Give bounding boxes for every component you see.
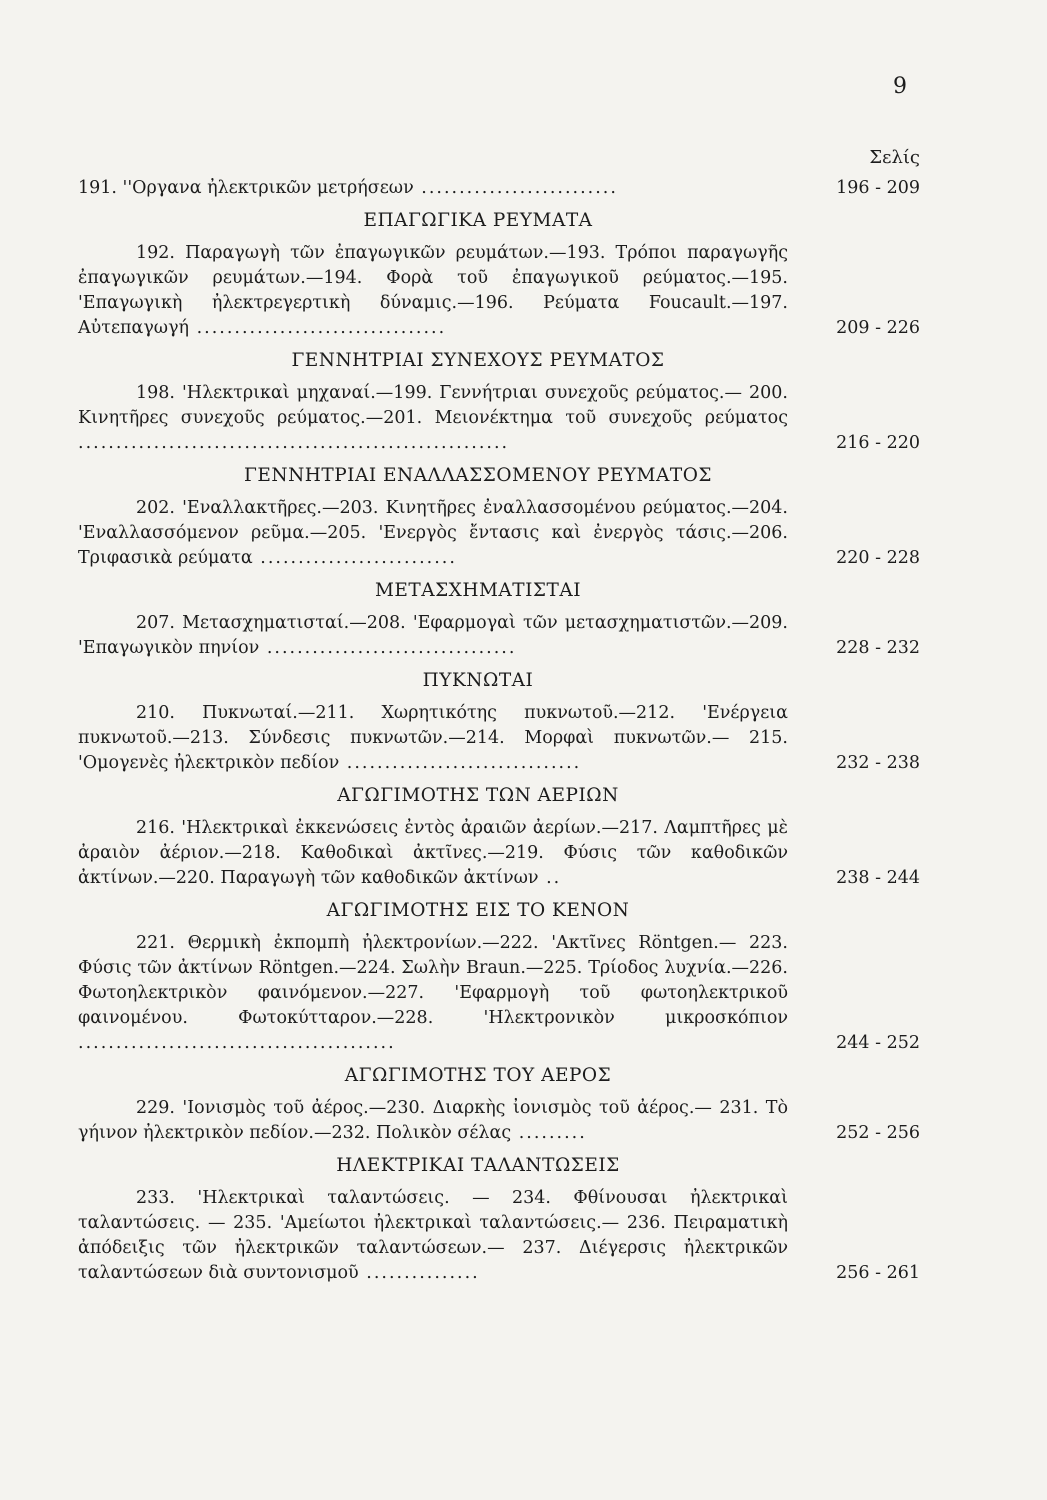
toc-entry-title: 198. 'Ηλεκτρικαὶ μηχαναί.—199. Γεννήτριαι συνεχοῦς ρεύματος.— 200. Κινητῆρες συνεχοῦς ρεύματος.—201. Μειονέκτημα τοῦ συνεχοῦς ρεύματος: [78, 383, 788, 428]
toc-entry-title: 216. 'Ηλεκτρικαὶ ἐκκενώσεις ἐντὸς ἀραιῶν ἀερίων.—217. Λαμπτῆρες μὲ ἀραιὸν ἀέριον.—218. Καθοδικαὶ ἀκτῖνες.—219. Φύσις τῶν καθοδικῶν ἀκτίνων.—220. Παραγωγὴ τῶν καθοδικῶν ἀκτίνων: [78, 818, 788, 888]
leader-dots: .........................................................: [78, 433, 510, 453]
toc-entry: [78, 816, 920, 891]
leader-dots: ..: [538, 868, 562, 888]
leader-dots: ..........................: [252, 548, 457, 568]
page-number: 9: [893, 74, 907, 99]
leader-dots: ..........................................: [78, 1033, 396, 1053]
leader-dots: .........: [511, 1123, 587, 1143]
toc-entry: [78, 381, 920, 456]
toc-entry-title: 191. ''Οργανα ἠλεκτρικῶν μετρήσεων: [78, 178, 414, 198]
section-heading: ΓΕΝΝΗΤΡΙΑΙ ΣΥΝΕΧΟΥΣ ΡΕΥΜΑΤΟΣ: [291, 350, 665, 371]
toc-entry-pages: 244 - 252: [836, 1033, 920, 1053]
toc-entry-text: [78, 1096, 788, 1146]
toc-entry-pages: 256 - 261: [836, 1263, 920, 1283]
section-heading: ΑΓΩΓΙΜΟΤΗΣ ΤΟΥ ΑΕΡΟΣ: [344, 1065, 612, 1086]
section-heading: ΕΠΑΓΩΓΙΚΑ ΡΕΥΜΑΤΑ: [363, 210, 593, 231]
toc-entry-text: [78, 241, 788, 341]
table-of-contents: [78, 140, 920, 1286]
toc-entry: [78, 611, 920, 661]
leader-dots: ...............: [358, 1263, 480, 1283]
toc-entry-title: 202. 'Εναλλακτῆρες.—203. Κινητῆρες ἐναλλασσομένου ρεύματος.—204. 'Εναλλασσόμενον ρεῦμα.—205. 'Ενεργὸς ἔντασις καὶ ἐνεργὸς τάσις.—206. Τριφασικὰ ρεύματα: [78, 498, 788, 568]
toc-entry-text: [78, 176, 788, 201]
toc-entry-pages: 220 - 228: [836, 548, 920, 568]
toc-entry: [78, 931, 920, 1056]
section-heading: ΑΓΩΓΙΜΟΤΗΣ ΕΙΣ ΤΟ ΚΕΝΟΝ: [326, 900, 630, 921]
toc-entry-text: [78, 496, 788, 571]
toc-entry-text: [78, 816, 788, 891]
pages-column-header: Σελίς: [869, 147, 920, 168]
toc-entry: [78, 1186, 920, 1286]
leader-dots: ...............................: [339, 753, 582, 773]
toc-entry-text: [78, 701, 788, 776]
toc-entry-title: 210. Πυκνωταί.—211. Χωρητικότης πυκνωτοῦ.—212. 'Ενέργεια πυκνωτοῦ.—213. Σύνδεσις πυκνωτῶν.—214. Μορφαὶ πυκνωτῶν.— 215. 'Ομογενὲς ἠλεκτρικὸν πεδίον: [78, 703, 788, 773]
section-heading: ΗΛΕΚΤΡΙΚΑΙ ΤΑΛΑΝΤΩΣΕΙΣ: [336, 1155, 620, 1176]
toc-entry-pages: 252 - 256: [836, 1123, 920, 1143]
toc-entry: [78, 241, 920, 341]
toc-entry-text: [78, 931, 788, 1056]
leader-dots: ..........................: [413, 178, 618, 198]
toc-entry-text: [78, 381, 788, 456]
section-heading: ΑΓΩΓΙΜΟΤΗΣ ΤΩΝ ΑΕΡΙΩΝ: [337, 785, 619, 806]
leader-dots: .................................: [189, 318, 447, 338]
toc-entry-title: 207. Μετασχηματισταί.—208. 'Εφαρμογαὶ τῶν μετασχηματιστῶν.—209. 'Επαγωγικὸν πηνίον: [78, 613, 788, 658]
toc-body: [78, 176, 920, 1286]
toc-entry-text: [78, 611, 788, 661]
toc-entry-pages: 216 - 220: [836, 433, 920, 453]
toc-entry: [78, 176, 920, 201]
leader-dots: .................................: [259, 638, 517, 658]
toc-entry-title: 192. Παραγωγὴ τῶν ἐπαγωγικῶν ρευμάτων.—193. Τρόποι παραγωγῆς ἐπαγωγικῶν ρευμάτων.—194. Φορὰ τοῦ ἐπαγωγικοῦ ρεύματος.—195. 'Επαγωγικὴ ἠλεκτρεγερτικὴ δύναμις.—196. Ρεύματα Foucault.—197. Αὐτεπαγωγή: [78, 243, 788, 338]
toc-entry-title: 229. 'Ιονισμὸς τοῦ ἀέρος.—230. Διαρκὴς ἰονισμὸς τοῦ ἀέρος.— 231. Τὸ γήινον ἠλεκτρικὸν πεδίον.—232. Πολικὸν σέλας: [78, 1098, 788, 1143]
section-heading: ΠΥΚΝΩΤΑΙ: [422, 670, 534, 691]
toc-entry-pages: 228 - 232: [836, 638, 920, 658]
section-heading: ΜΕΤΑΣΧΗΜΑΤΙΣΤΑΙ: [374, 580, 582, 601]
toc-entry: [78, 701, 920, 776]
toc-entry: [78, 1096, 920, 1146]
toc-entry-pages: 196 - 209: [836, 178, 920, 198]
toc-entry: [78, 496, 920, 571]
toc-entry-pages: 232 - 238: [836, 753, 920, 773]
toc-entry-pages: 238 - 244: [836, 868, 920, 888]
toc-entry-pages: 209 - 226: [836, 318, 920, 338]
toc-entry-title: 221. Θερμικὴ ἐκπομπὴ ἠλεκτρονίων.—222. 'Ακτῖνες Röntgen.— 223. Φύσις τῶν ἀκτίνων Röntgen.—224. Σωλὴν Braun.—225. Τρίοδος λυχνία.—226. Φωτοηλεκτρικὸν φαινόμενον.—227. 'Εφαρμογὴ τοῦ φωτοηλεκτρικοῦ φαινομένου. Φωτοκύτταρον.—228. 'Ηλεκτρονικὸν μικροσκόπιον: [78, 933, 788, 1028]
section-heading: ΓΕΝΝΗΤΡΙΑΙ ΕΝΑΛΛΑΣΣΟΜΕΝΟΥ ΡΕΥΜΑΤΟΣ: [244, 465, 712, 486]
toc-entry-title: 233. 'Ηλεκτρικαὶ ταλαντώσεις. — 234. Φθίνουσαι ἠλεκτρικαὶ ταλαντώσεις. — 235. 'Αμείωτοι ἠλεκτρικαὶ ταλαντώσεις.— 236. Πειραματικὴ ἀπόδειξις τῶν ἠλεκτρικῶν ταλαντώσεων.— 237. Διέγερσις ἠλεκτρικῶν ταλαντώσεων διὰ συντονισμοῦ: [78, 1188, 788, 1283]
toc-entry-text: [78, 1186, 788, 1286]
